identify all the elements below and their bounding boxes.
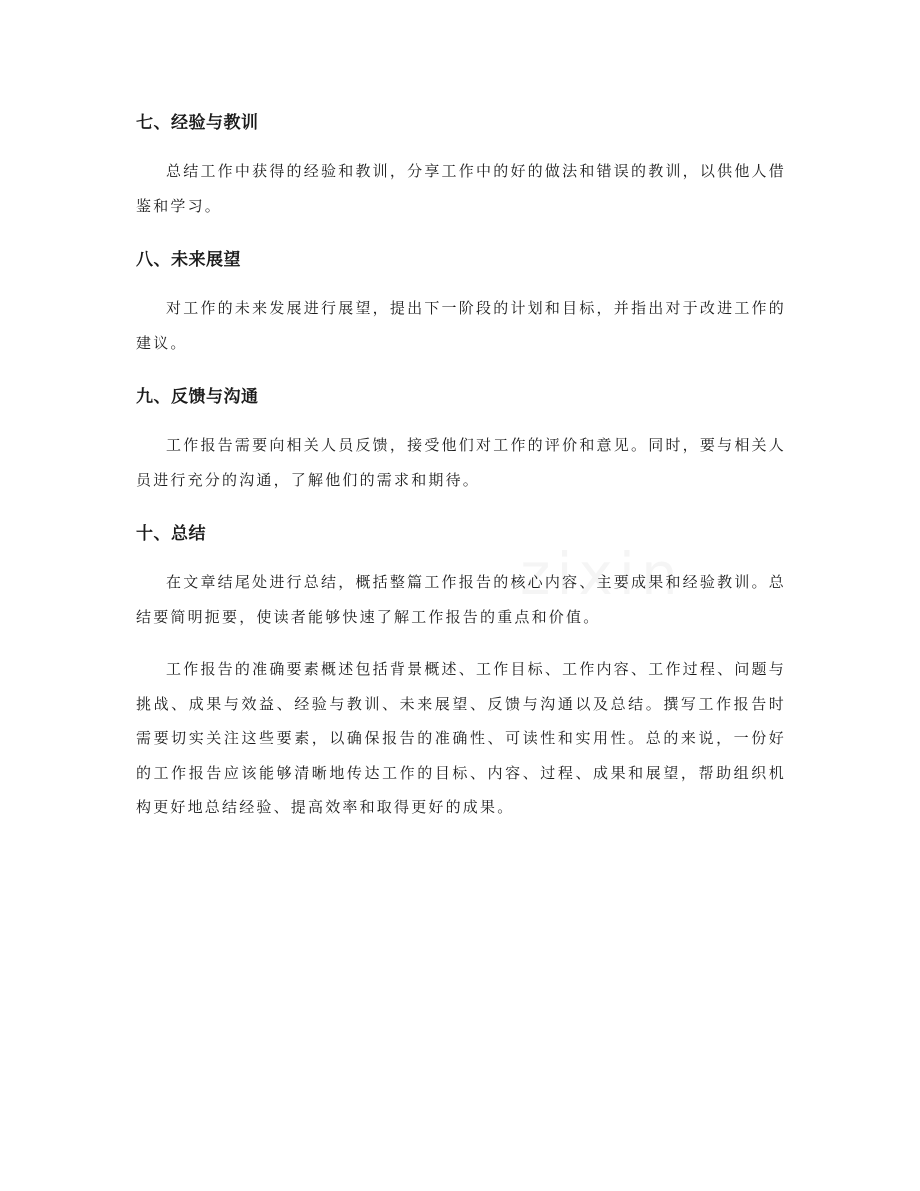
- section-paragraph: 对工作的未来发展进行展望，提出下一阶段的计划和目标，并指出对于改进工作的建议。: [136, 299, 786, 352]
- section-feedback: [136, 378, 786, 497]
- section-paragraph: 工作报告需要向相关人员反馈，接受他们对工作的评价和意见。同时，要与相关人员进行充分的沟通，了解他们的需求和期待。: [136, 436, 786, 489]
- section-heading: 七、经验与教训: [136, 113, 259, 133]
- section-summary: [136, 515, 786, 634]
- section-heading: 十、总结: [136, 524, 206, 544]
- closing-paragraph: 工作报告的准确要素概述包括背景概述、工作目标、工作内容、工作过程、问题与挑战、成果与效益、经验与教训、未来展望、反馈与沟通以及总结。撰写工作报告时需要切实关注这些要素，以确保报告的准确性、可读性和实用性。总的来说，一份好的工作报告应该能够清晰地传达工作的目标、内容、过程、成果和展望，帮助组织机构更好地总结经验、提高效率和取得更好的成果。: [136, 660, 786, 816]
- section-heading: 九、反馈与沟通: [136, 387, 259, 407]
- document-body: [136, 104, 786, 843]
- section-outlook: [136, 241, 786, 360]
- section-lessons: [136, 104, 786, 223]
- section-paragraph: 在文章结尾处进行总结，概括整篇工作报告的核心内容、主要成果和经验教训。总结要简明扼要，使读者能够快速了解工作报告的重点和价值。: [136, 573, 786, 626]
- section-paragraph: 总结工作中获得的经验和教训，分享工作中的好的做法和错误的教训，以供他人借鉴和学习。: [136, 162, 786, 215]
- section-heading: 八、未来展望: [136, 250, 241, 270]
